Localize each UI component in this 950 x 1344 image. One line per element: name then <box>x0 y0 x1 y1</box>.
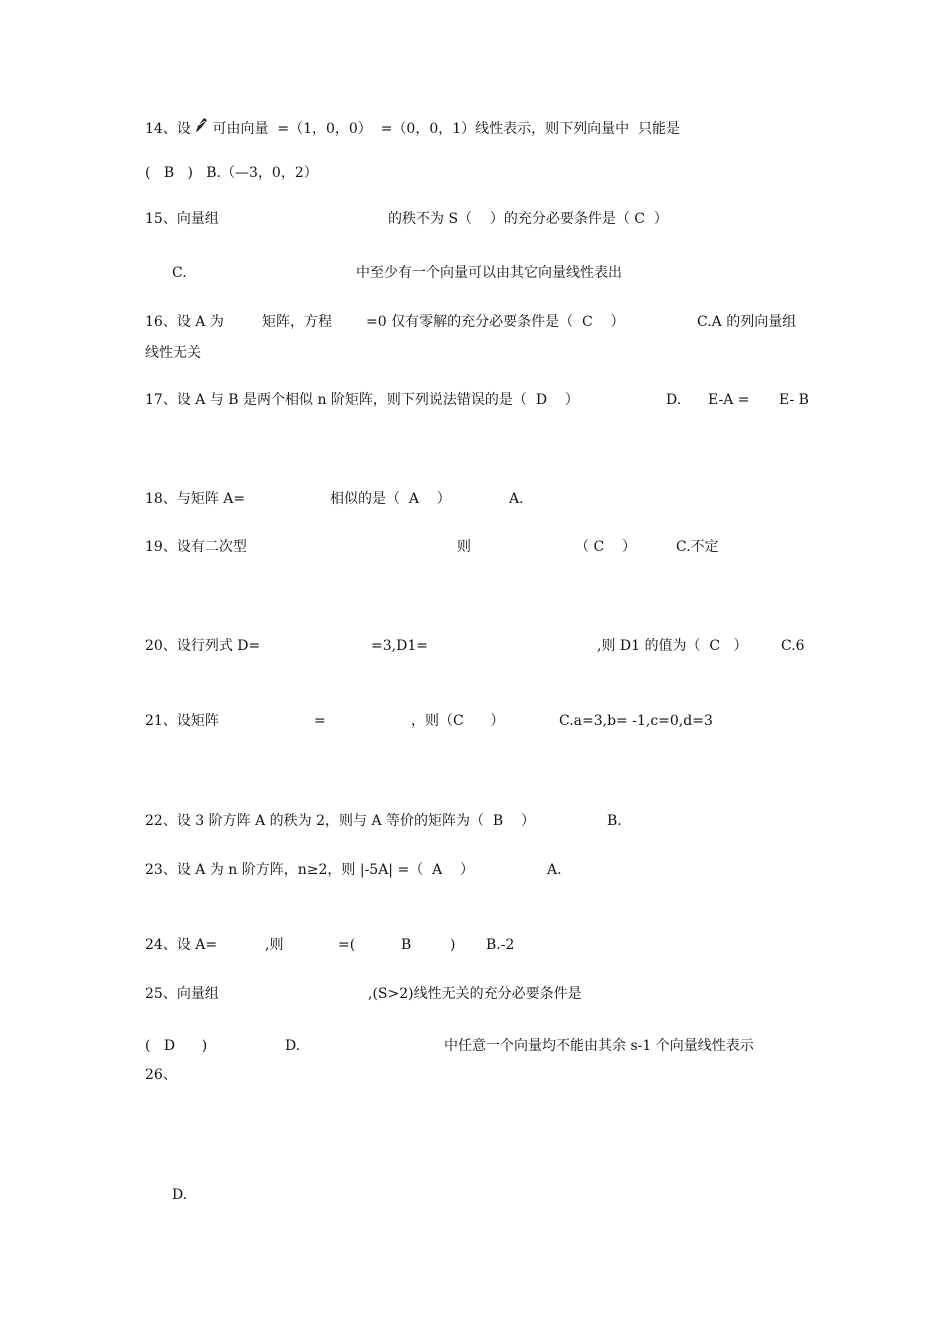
q21-prefix: 21、设矩阵 <box>145 713 219 729</box>
q24-close: ) <box>450 937 456 953</box>
q20-d1: =3,D1= <box>371 638 428 654</box>
q26-prefix: 26、 <box>145 1067 177 1083</box>
q21-answer: C.a=3,b= -1,c=0,d=3 <box>559 713 713 729</box>
q14-answer: ( B ) B.（—3，0，2） <box>145 165 318 181</box>
q20-prefix: 20、设行列式 D= <box>145 638 261 654</box>
q23-stem: 23、设 A 为 n 阶方阵，n≥2，则 |-5A| =（ A ） <box>145 862 475 878</box>
q24-prefix: 24、设 A= <box>145 937 218 953</box>
q15-stem: 的秩不为 S（ ）的充分必要条件是（ C ） <box>388 211 668 227</box>
q15-answer-text: 中至少有一个向量可以由其它向量线性表出 <box>356 265 622 281</box>
q18-answer: A. <box>509 491 524 507</box>
q19-prefix: 19、设有二次型 <box>145 539 247 555</box>
q22-answer: B. <box>607 813 622 829</box>
q18-stem: 相似的是（ A ） <box>330 491 451 507</box>
q19-answer: C.不定 <box>676 539 719 555</box>
q19-choice: （ C ） <box>575 539 636 555</box>
q26-answer: D. <box>172 1187 188 1203</box>
q19-then: 则 <box>457 539 471 555</box>
q17-answer-letter: D. <box>666 392 682 408</box>
q22-stem: 22、设 3 阶方阵 A 的秩为 2，则与 A 等价的矩阵为（ B ） <box>145 813 535 829</box>
q14-stem: 可由向量 =（1，0，0） =（0，0，1）线性表示，则下列向量中 只能是 <box>208 121 681 137</box>
q25-stem: ,(S>2)线性无关的充分必要条件是 <box>368 986 582 1002</box>
pen-icon <box>193 116 209 134</box>
q25-answer-text: 中任意一个向量均不能由其余 s-1 个向量线性表示 <box>444 1038 754 1054</box>
q16-matrix: 矩阵，方程 <box>262 314 332 330</box>
q16-stem: =0 仅有零解的充分必要条件是（ C ） <box>366 314 625 330</box>
q25-answer-letter: D. <box>285 1038 301 1054</box>
q23-answer: A. <box>547 862 562 878</box>
q24-open: =( <box>338 937 356 953</box>
q17-stem: 17、设 A 与 B 是两个相似 n 阶矩阵，则下列说法错误的是（ D ） <box>145 392 579 408</box>
q20-answer: C.6 <box>781 638 805 654</box>
q24-answer: B.-2 <box>486 937 515 953</box>
q16-answer: C.A 的列向量组 <box>697 314 797 330</box>
q25-prefix: 25、向量组 <box>145 986 219 1002</box>
q21-equals: = <box>314 713 326 729</box>
q14-prefix: 14、设 <box>145 121 191 137</box>
q18-prefix: 18、与矩阵 A= <box>145 491 246 507</box>
q17-answer-right: E- B <box>779 392 809 408</box>
q16-prefix: 16、设 A 为 <box>145 314 224 330</box>
q15-prefix: 15、向量组 <box>145 211 219 227</box>
q24-choice: B <box>401 937 412 953</box>
q17-answer-left: E-A = <box>708 392 750 408</box>
q25-choice: ( D ) <box>145 1038 208 1054</box>
q24-then: ,则 <box>265 937 284 953</box>
q21-choice: ，则（C ） <box>411 713 505 729</box>
q16-answer-cont: 线性无关 <box>145 345 201 361</box>
q15-answer-letter: C. <box>172 265 187 281</box>
q20-stem: ,则 D1 的值为（ C ） <box>597 638 748 654</box>
